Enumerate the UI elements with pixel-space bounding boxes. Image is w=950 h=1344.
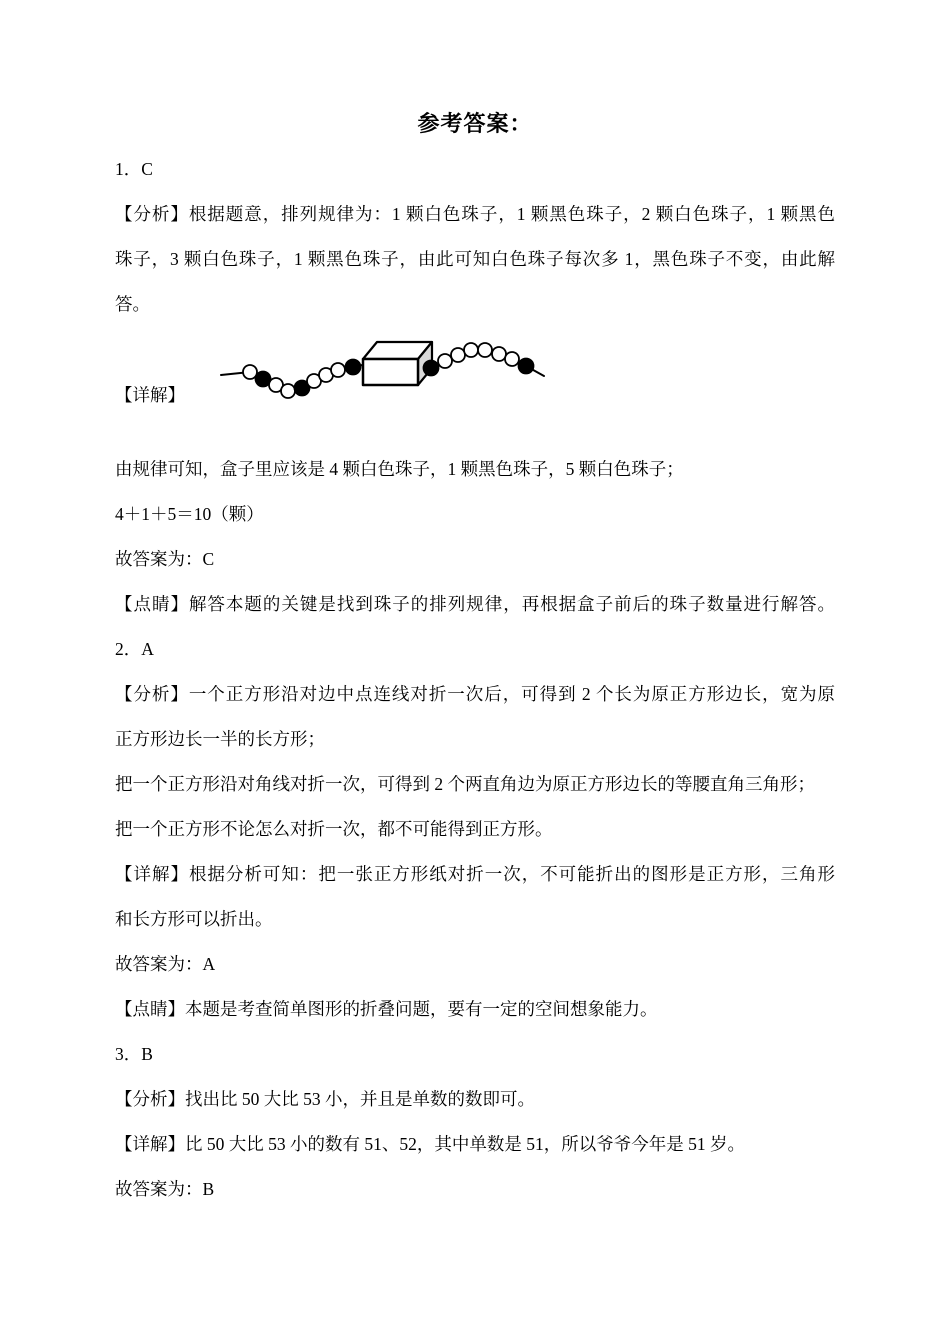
white-bead [331, 363, 345, 377]
black-bead [346, 360, 361, 375]
text-line: 【分析】找出比 50 大比 53 小，并且是单数的数即可。 [115, 1089, 535, 1109]
text-line: 4＋1＋5＝10（颗） [115, 504, 264, 524]
text-line: 把一个正方形不论怎么对折一次，都不可能得到正方形。 [115, 819, 553, 839]
text-line: 把一个正方形沿对角线对折一次，可得到 2 个两直角边为原正方形边长的等腰直角三角形； [115, 774, 815, 794]
text-line: 1．C [115, 159, 153, 179]
white-bead [478, 343, 492, 357]
text-line: 故答案为：C [115, 549, 215, 569]
text-line: 故答案为：A [115, 954, 216, 974]
white-bead [505, 352, 519, 366]
text-line: 【详解】根据分析可知：把一张正方形纸对折一次，不可能折出的图形是正方形，三角形 [115, 864, 835, 884]
document-body [115, 147, 835, 1212]
figure-block [115, 327, 835, 447]
text-line: 【详解】比 50 大比 53 小的数有 51、52，其中单数是 51，所以爷爷今年是 51 岁。 [115, 1134, 745, 1154]
text-line: 【点睛】解答本题的关键是找到珠子的排列规律，再根据盒子前后的珠子数量进行解答。 [115, 594, 835, 614]
text-line: 珠子，3 颗白色珠子，1 颗黑色珠子，由此可知白色珠子每次多 1，黑色珠子不变，由此解 [115, 249, 835, 269]
white-bead [492, 347, 506, 361]
page-title: 参考答案： [417, 111, 533, 136]
black-bead [424, 361, 439, 376]
white-bead [451, 348, 465, 362]
text-line: 答。 [115, 294, 150, 314]
figure-label: 【详解】 [115, 385, 185, 405]
black-bead [519, 359, 534, 374]
bead-string-figure [215, 337, 549, 399]
text-line: 正方形边长一半的长方形； [115, 729, 325, 749]
text-line: 3．B [115, 1044, 153, 1064]
text-line: 【分析】根据题意，排列规律为：1 颗白色珠子，1 颗黑色珠子，2 颗白色珠子，1 颗黑色 [115, 204, 835, 224]
text-line: 2．A [115, 639, 154, 659]
text-line: 和长方形可以折出。 [115, 909, 273, 929]
white-bead [438, 354, 452, 368]
white-bead [464, 343, 478, 357]
box-front-face [363, 359, 418, 385]
text-line: 【分析】一个正方形沿对边中点连线对折一次后，可得到 2 个长为原正方形边长，宽为原 [115, 684, 835, 704]
text-line: 【点睛】本题是考查简单图形的折叠问题，要有一定的空间想象能力。 [115, 999, 658, 1019]
text-line: 故答案为：B [115, 1179, 215, 1199]
white-bead [281, 384, 295, 398]
text-line: 由规律可知，盒子里应该是 4 颗白色珠子，1 颗黑色珠子，5 颗白色珠子； [115, 459, 684, 479]
